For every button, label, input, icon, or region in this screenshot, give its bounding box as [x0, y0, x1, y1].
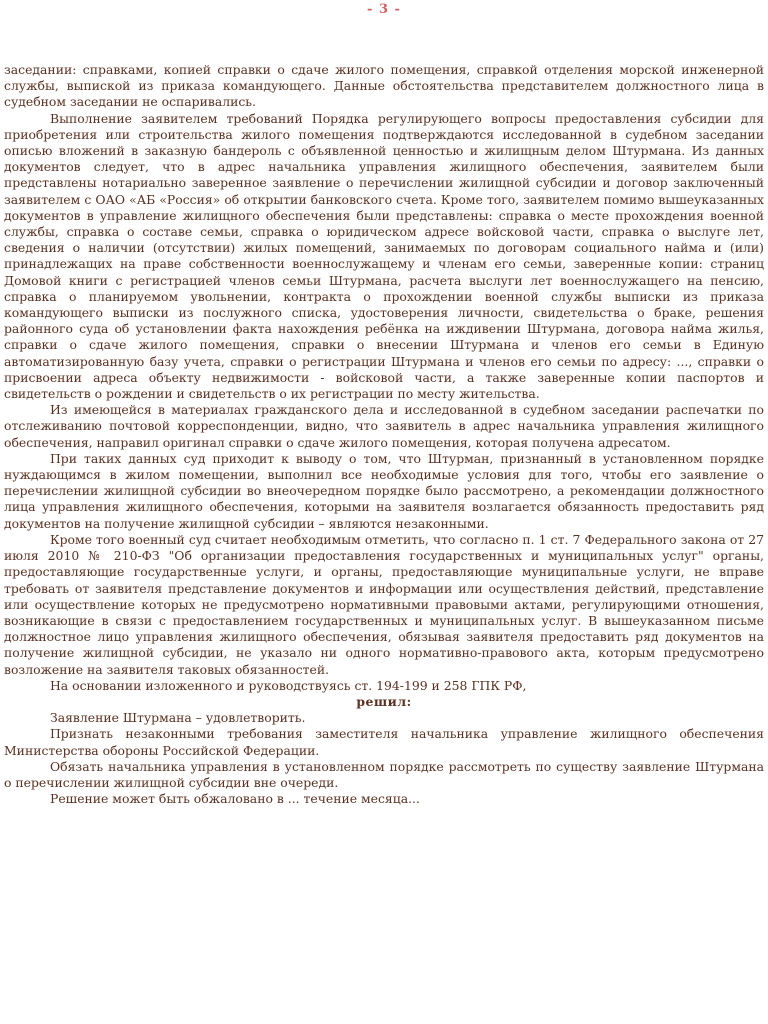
paragraph-federal-law: Кроме того военный суд считает необходимым отметить, что согласно п. 1 ст. 7 Федерального закона от 27 июля 2010 № 210-ФЗ "Об организации предоставления государственных и муниципальных услуг" органы, предоставляющие государственные услуги, и органы, предоставляющие муниципальные услуги, не вправе требовать от заявителя представление документов и информации или осуществления действий, представление или осуществление которых не предусмотрено нормативными правовыми актами, регулирующими отношения, возникающие в связи с предоставлением государственных и муниципальных услуг. В вышеуказанном письме должностное лицо управления жилищного обеспечения, обязывая заявителя предоставить ряд документов на получение жилищной субсидии, не указало ни одного нормативно-правового акта, которым предусмотрено возложение на заявителя таковых обязанностей. [4, 531, 764, 677]
paragraph-requirements: Выполнение заявителем требований Порядка регулирующего вопросы предоставления субсидии для приобретения или строительства жилого помещения подтверждаются исследованной в судебном заседании описью вложений в заказную бандероль с объявленной ценностью и жилищным делом Штурмана. Из данных документов следует, что в адрес начальника управления жилищного обеспечения, заявителем были представлены нотариально заверенное заявление о перечислении жилищной субсидии и договор заключенный заявителем с ОАО «АБ «Россия» об открытии банковского счета. Кроме того, заявителем помимо вышеуказанных документов в управление жилищного обеспечения были представлены: справка о месте прохождения военной службы, справка о составе семьи, справка о юридическом адресе войсковой части, справка о выслуге лет, сведения о наличии (отсутствии) жилых помещений, занимаемых по договорам социального найма и (или) принадлежащих на праве собственности военнослужащему и членам его семьи, заверенные копии: страниц Домовой книги с регистрацией членов семьи Штурмана, расчета выслуги лет военнослужащего на пенсию, справка о планируемом увольнении, контракта о прохождении военной службы выписки из приказа командующего выписки из послужного списка, удостоверения личности, свидетельства о браке, решения районного суда об установлении факта нахождения ребёнка на иждивении Штурмана, договора найма жилья, справки о сдаче жилого помещения, справки о внесении Штурмана и членов его семьи в Единую автоматизированную базу учета, справки о регистрации Штурмана и членов его семьи по адресу: ..., справки о присвоении адреса объекту недвижимости - войсковой части, а также заверенные копии паспортов и свидетельств о рождении и свидетельств о их регистрации по месту жительства. [4, 110, 764, 402]
decision-item: Заявление Штурмана – удовлетворить. [50, 710, 306, 726]
paragraph-legal-basis: На основании изложенного и руководствуясь ст. 194-199 и 258 ГПК РФ, [50, 677, 527, 693]
decision-item: Решение может быть обжаловано в ... течение месяца... [50, 791, 420, 807]
paragraph-court-conclusion: При таких данных суд приходит к выводу о том, что Штурман, признанный в установленном порядке нуждающимся в жилом помещении, выполнил все необходимые условия для того, чтобы его заявление о перечислении жилищной субсидии во внеочередном порядке было рассмотрено, а рекомендации должностного лица управления жилищного обеспечения, которыми на заявителя возлагается обязанность предоставить ряд документов на получение жилищной субсидии – являются незаконными. [4, 450, 764, 531]
paragraph-mail-tracking: Из имеющейся в материалах гражданского дела и исследованной в судебном заседании распечатки по отслеживанию почтовой корреспонденции, видно, что заявитель в адрес начальника управления жилищного обеспечения, направил оригинал справки о сдаче жилого помещения, которая получена адресатом. [4, 402, 764, 450]
decision-item: Обязать начальника управления в установленном порядке рассмотреть по существу заявление Штурмана о перечислении жилищной субсидии вне очереди. [4, 758, 764, 790]
decision-heading: решил: [356, 693, 412, 709]
document-body [4, 62, 764, 807]
paragraph-continuation: заседании: справками, копией справки о сдаче жилого помещения, справкой отделения морской инженерной службы, выпиской из приказа командующего. Данные обстоятельства представителем должностного лица в судебном заседании не оспаривались. [4, 62, 764, 110]
decision-item: Признать незаконными требования заместителя начальника управление жилищного обеспечения Министерства обороны Российской Федерации. [4, 726, 764, 758]
page-number: - 3 - [367, 2, 401, 17]
